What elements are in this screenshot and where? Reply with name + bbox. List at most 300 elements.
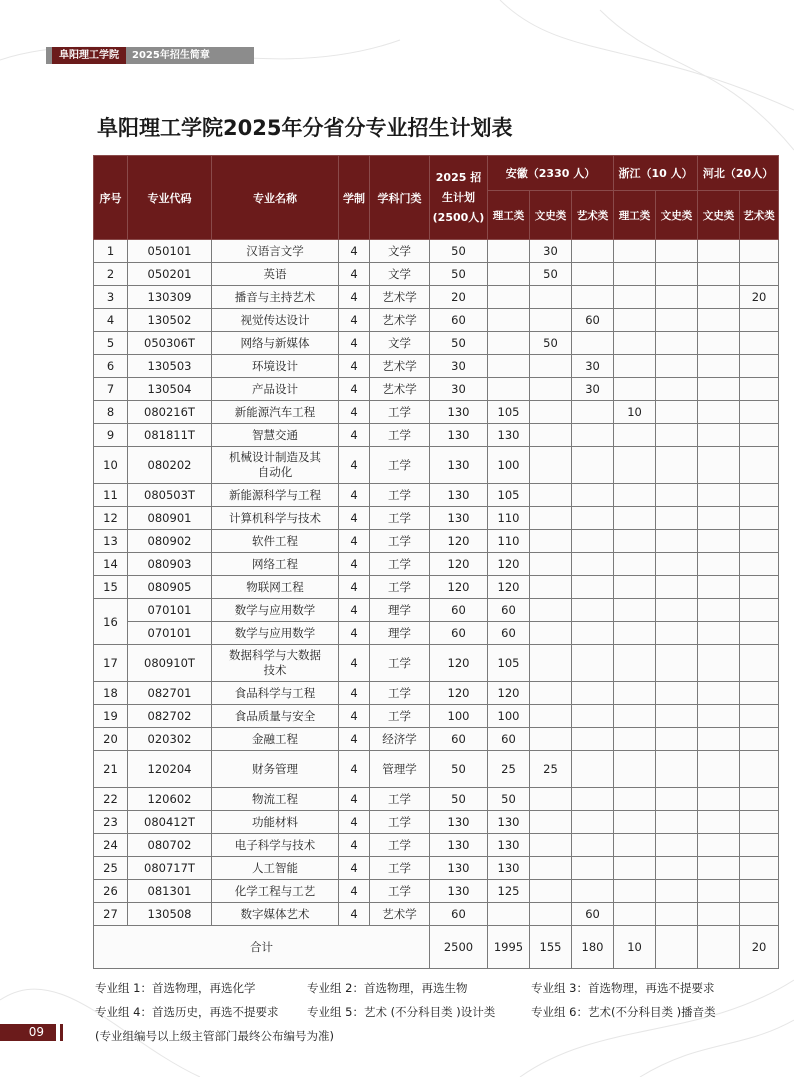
zhejiang-ws-cell [656, 857, 698, 880]
seq-cell: 4 [94, 309, 128, 332]
seq-cell: 14 [94, 553, 128, 576]
zhejiang-ws-cell [656, 682, 698, 705]
header-school-name: 阜阳理工学院 [52, 47, 126, 64]
anhui-ws-cell [530, 401, 572, 424]
anhui-lg-cell: 110 [488, 507, 530, 530]
header-sub-anhui-ws: 文史类 [530, 191, 572, 240]
hebei-ws-cell [698, 263, 740, 286]
major-name-line2: 技术 [263, 663, 287, 677]
years-cell: 4 [339, 857, 370, 880]
seq-cell: 3 [94, 286, 128, 309]
anhui-ys-cell [572, 622, 614, 645]
table-row [94, 645, 779, 682]
category-cell: 工学 [370, 857, 430, 880]
table-row [94, 378, 779, 401]
major-name-cell: 新能源科学与工程 [212, 484, 339, 507]
years-cell: 4 [339, 682, 370, 705]
category-cell: 艺术学 [370, 378, 430, 401]
years-cell: 4 [339, 728, 370, 751]
years-cell: 4 [339, 309, 370, 332]
zhejiang-lg-cell [614, 622, 656, 645]
anhui-ys-cell [572, 880, 614, 903]
major-code-cell: 080902 [128, 530, 212, 553]
zhejiang-lg-cell [614, 286, 656, 309]
anhui-ys-cell [572, 332, 614, 355]
major-code-cell: 082701 [128, 682, 212, 705]
hebei-ws-cell [698, 751, 740, 788]
category-cell: 工学 [370, 811, 430, 834]
anhui-lg-cell: 130 [488, 811, 530, 834]
category-cell: 管理学 [370, 751, 430, 788]
anhui-ws-cell [530, 645, 572, 682]
anhui-ys-cell [572, 645, 614, 682]
zhejiang-lg-cell [614, 903, 656, 926]
hebei-ys-cell [740, 355, 779, 378]
seq-cell: 10 [94, 447, 128, 484]
major-code-cell: 130502 [128, 309, 212, 332]
hebei-ws-cell [698, 401, 740, 424]
anhui-lg-cell: 130 [488, 857, 530, 880]
header-name: 专业名称 [212, 156, 339, 240]
major-name-cell: 数学与应用数学 [212, 622, 339, 645]
major-name-cell: 金融工程 [212, 728, 339, 751]
seq-cell: 15 [94, 576, 128, 599]
major-code-cell: 070101 [128, 622, 212, 645]
summary-ah-ws-cell: 155 [530, 926, 572, 969]
table-row [94, 599, 779, 622]
note-group-5: 专业组 5：艺术 (不分科目类 )设计类 [307, 1005, 496, 1019]
hebei-ws-cell [698, 788, 740, 811]
zhejiang-ws-cell [656, 378, 698, 401]
total-cell: 30 [430, 355, 488, 378]
zhejiang-lg-cell [614, 599, 656, 622]
anhui-ys-cell [572, 240, 614, 263]
anhui-lg-cell [488, 903, 530, 926]
major-code-cell: 080910T [128, 645, 212, 682]
seq-cell: 2 [94, 263, 128, 286]
zhejiang-ws-cell [656, 332, 698, 355]
total-cell: 50 [430, 751, 488, 788]
table-row [94, 240, 779, 263]
major-name-cell: 功能材料 [212, 811, 339, 834]
years-cell: 4 [339, 705, 370, 728]
hebei-ys-cell [740, 507, 779, 530]
total-cell: 60 [430, 728, 488, 751]
hebei-ws-cell [698, 599, 740, 622]
zhejiang-ws-cell [656, 751, 698, 788]
years-cell: 4 [339, 576, 370, 599]
category-cell: 工学 [370, 401, 430, 424]
category-cell: 工学 [370, 834, 430, 857]
anhui-ys-cell [572, 811, 614, 834]
header-sub-zhejiang-lg: 理工类 [614, 191, 656, 240]
major-code-cell: 130508 [128, 903, 212, 926]
seq-cell: 20 [94, 728, 128, 751]
table-row [94, 751, 779, 788]
hebei-ys-cell [740, 903, 779, 926]
header-sub-hebei-ys: 艺术类 [740, 191, 779, 240]
anhui-lg-cell: 100 [488, 705, 530, 728]
major-name-cell [212, 645, 339, 682]
zhejiang-lg-cell [614, 355, 656, 378]
header-total-line2: 生计划 [442, 190, 475, 204]
total-cell: 130 [430, 484, 488, 507]
anhui-ys-cell [572, 705, 614, 728]
major-code-cell: 080905 [128, 576, 212, 599]
zhejiang-lg-cell [614, 484, 656, 507]
hebei-ws-cell [698, 728, 740, 751]
anhui-ws-cell: 50 [530, 332, 572, 355]
zhejiang-ws-cell [656, 645, 698, 682]
category-cell: 工学 [370, 705, 430, 728]
zhejiang-ws-cell [656, 447, 698, 484]
note-group-3: 专业组 3：首选物理，再选不提要求 [531, 981, 715, 995]
years-cell: 4 [339, 622, 370, 645]
zhejiang-lg-cell [614, 880, 656, 903]
page-number: 09 [28, 1025, 44, 1039]
zhejiang-ws-cell [656, 811, 698, 834]
hebei-ys-cell [740, 834, 779, 857]
anhui-lg-cell: 120 [488, 576, 530, 599]
seq-cell: 17 [94, 645, 128, 682]
zhejiang-ws-cell [656, 880, 698, 903]
hebei-ws-cell [698, 705, 740, 728]
total-cell: 120 [430, 682, 488, 705]
zhejiang-ws-cell [656, 705, 698, 728]
category-cell: 工学 [370, 507, 430, 530]
major-name-cell: 网络工程 [212, 553, 339, 576]
zhejiang-lg-cell [614, 811, 656, 834]
seq-cell: 5 [94, 332, 128, 355]
major-name-cell: 食品科学与工程 [212, 682, 339, 705]
anhui-lg-cell [488, 309, 530, 332]
major-code-cell: 120602 [128, 788, 212, 811]
zhejiang-ws-cell [656, 728, 698, 751]
anhui-ws-cell [530, 286, 572, 309]
years-cell: 4 [339, 263, 370, 286]
anhui-lg-cell: 105 [488, 401, 530, 424]
major-name-cell: 电子科学与技术 [212, 834, 339, 857]
major-name-cell: 环境设计 [212, 355, 339, 378]
anhui-ys-cell [572, 751, 614, 788]
major-code-cell: 080903 [128, 553, 212, 576]
hebei-ws-cell [698, 880, 740, 903]
total-cell: 130 [430, 880, 488, 903]
table-row [94, 622, 779, 645]
summary-ah-ys-cell: 180 [572, 926, 614, 969]
header-brochure-title: 2025年招生简章 [132, 50, 210, 61]
anhui-ws-cell: 25 [530, 751, 572, 788]
table-row [94, 355, 779, 378]
hebei-ys-cell [740, 811, 779, 834]
table-row [94, 705, 779, 728]
note-group-2: 专业组 2：首选物理，再选生物 [307, 981, 468, 995]
zhejiang-ws-cell [656, 286, 698, 309]
anhui-lg-cell [488, 263, 530, 286]
hebei-ys-cell [740, 447, 779, 484]
hebei-ys-cell [740, 645, 779, 682]
total-cell: 50 [430, 240, 488, 263]
header-total-line3: (2500人) [432, 210, 485, 224]
major-code-cell: 080202 [128, 447, 212, 484]
major-name-cell: 软件工程 [212, 530, 339, 553]
hebei-ys-cell [740, 240, 779, 263]
note-footnote: (专业组编号以上级主管部门最终公布编号为准) [95, 1029, 334, 1043]
hebei-ws-cell [698, 834, 740, 857]
hebei-ys-cell [740, 599, 779, 622]
zhejiang-lg-cell [614, 378, 656, 401]
major-name-line1: 机械设计制造及其 [229, 450, 321, 464]
anhui-ys-cell [572, 834, 614, 857]
table-row [94, 263, 779, 286]
major-code-cell: 080717T [128, 857, 212, 880]
anhui-ws-cell [530, 553, 572, 576]
major-name-cell: 视觉传达设计 [212, 309, 339, 332]
years-cell: 4 [339, 880, 370, 903]
anhui-lg-cell [488, 355, 530, 378]
zhejiang-ws-cell [656, 401, 698, 424]
hebei-ws-cell [698, 484, 740, 507]
total-cell: 130 [430, 424, 488, 447]
total-cell: 120 [430, 645, 488, 682]
anhui-ws-cell [530, 309, 572, 332]
anhui-ws-cell [530, 447, 572, 484]
hebei-ys-cell [740, 751, 779, 788]
summary-zj-ws-cell [656, 926, 698, 969]
major-code-cell: 080216T [128, 401, 212, 424]
years-cell: 4 [339, 378, 370, 401]
anhui-ys-cell: 60 [572, 903, 614, 926]
total-cell: 50 [430, 788, 488, 811]
years-cell: 4 [339, 355, 370, 378]
table-row [94, 903, 779, 926]
total-cell: 20 [430, 286, 488, 309]
anhui-ws-cell [530, 728, 572, 751]
note-group-4: 专业组 4：首选历史，再选不提要求 [95, 1005, 279, 1019]
total-cell: 130 [430, 507, 488, 530]
major-code-cell: 081301 [128, 880, 212, 903]
hebei-ws-cell [698, 286, 740, 309]
major-code-cell: 080412T [128, 811, 212, 834]
category-cell: 经济学 [370, 728, 430, 751]
anhui-ws-cell: 30 [530, 240, 572, 263]
zhejiang-lg-cell [614, 507, 656, 530]
anhui-ys-cell [572, 424, 614, 447]
summary-row [94, 926, 779, 969]
zhejiang-ws-cell [656, 599, 698, 622]
table-row [94, 553, 779, 576]
seq-cell: 1 [94, 240, 128, 263]
anhui-lg-cell: 50 [488, 788, 530, 811]
anhui-ws-cell [530, 378, 572, 401]
table-row [94, 682, 779, 705]
zhejiang-lg-cell [614, 834, 656, 857]
hebei-ws-cell [698, 240, 740, 263]
header-seq: 序号 [94, 156, 128, 240]
category-cell: 艺术学 [370, 286, 430, 309]
table-row [94, 728, 779, 751]
zhejiang-lg-cell [614, 788, 656, 811]
anhui-lg-cell [488, 240, 530, 263]
anhui-lg-cell: 110 [488, 530, 530, 553]
zhejiang-ws-cell [656, 507, 698, 530]
total-cell: 50 [430, 332, 488, 355]
category-cell: 工学 [370, 424, 430, 447]
major-code-cell: 050306T [128, 332, 212, 355]
total-cell: 130 [430, 811, 488, 834]
anhui-lg-cell: 105 [488, 484, 530, 507]
anhui-ws-cell [530, 682, 572, 705]
seq-cell: 27 [94, 903, 128, 926]
anhui-ys-cell [572, 447, 614, 484]
anhui-ys-cell [572, 507, 614, 530]
anhui-ws-cell [530, 903, 572, 926]
summary-total-cell: 2500 [430, 926, 488, 969]
years-cell: 4 [339, 751, 370, 788]
page-number-bar [60, 1024, 63, 1041]
anhui-ws-cell [530, 705, 572, 728]
seq-cell: 11 [94, 484, 128, 507]
major-code-cell: 080901 [128, 507, 212, 530]
total-cell: 120 [430, 553, 488, 576]
anhui-ws-cell [530, 857, 572, 880]
anhui-ws-cell: 50 [530, 263, 572, 286]
seq-cell: 25 [94, 857, 128, 880]
total-cell: 60 [430, 903, 488, 926]
seq-cell: 19 [94, 705, 128, 728]
category-cell: 工学 [370, 682, 430, 705]
major-name-cell: 智慧交通 [212, 424, 339, 447]
anhui-ys-cell [572, 857, 614, 880]
anhui-ys-cell [572, 728, 614, 751]
hebei-ys-cell [740, 788, 779, 811]
anhui-lg-cell: 105 [488, 645, 530, 682]
anhui-ws-cell [530, 355, 572, 378]
zhejiang-lg-cell [614, 424, 656, 447]
anhui-ws-cell [530, 599, 572, 622]
category-cell: 文学 [370, 240, 430, 263]
major-code-cell: 130503 [128, 355, 212, 378]
zhejiang-lg-cell [614, 263, 656, 286]
major-name-cell: 人工智能 [212, 857, 339, 880]
major-name-cell: 新能源汽车工程 [212, 401, 339, 424]
total-cell: 130 [430, 834, 488, 857]
note-group-6: 专业组 6：艺术(不分科目类 )播音类 [531, 1005, 716, 1019]
zhejiang-ws-cell [656, 576, 698, 599]
hebei-ws-cell [698, 424, 740, 447]
header-hebei: 河北（20人） [698, 156, 779, 191]
table-row [94, 309, 779, 332]
hebei-ys-cell [740, 424, 779, 447]
table-row [94, 811, 779, 834]
table-row [94, 332, 779, 355]
category-cell: 文学 [370, 263, 430, 286]
anhui-ws-cell [530, 880, 572, 903]
anhui-lg-cell: 25 [488, 751, 530, 788]
table-row [94, 857, 779, 880]
hebei-ws-cell [698, 811, 740, 834]
zhejiang-lg-cell [614, 447, 656, 484]
seq-cell: 8 [94, 401, 128, 424]
anhui-ws-cell [530, 788, 572, 811]
table-row [94, 880, 779, 903]
category-cell: 工学 [370, 880, 430, 903]
seq-cell: 18 [94, 682, 128, 705]
major-name-cell: 计算机科学与技术 [212, 507, 339, 530]
anhui-ys-cell [572, 788, 614, 811]
seq-cell: 24 [94, 834, 128, 857]
header-sub-anhui-lg: 理工类 [488, 191, 530, 240]
total-cell: 60 [430, 599, 488, 622]
table-row [94, 834, 779, 857]
header-sub-anhui-ys: 艺术类 [572, 191, 614, 240]
major-code-cell: 120204 [128, 751, 212, 788]
total-cell: 130 [430, 447, 488, 484]
hebei-ws-cell [698, 355, 740, 378]
category-cell: 工学 [370, 788, 430, 811]
anhui-lg-cell [488, 378, 530, 401]
anhui-lg-cell: 120 [488, 682, 530, 705]
category-cell: 理学 [370, 622, 430, 645]
total-cell: 30 [430, 378, 488, 401]
major-name-cell: 食品质量与安全 [212, 705, 339, 728]
hebei-ws-cell [698, 576, 740, 599]
years-cell: 4 [339, 332, 370, 355]
summary-hb-ws-cell [698, 926, 740, 969]
years-cell: 4 [339, 507, 370, 530]
major-code-cell: 050101 [128, 240, 212, 263]
zhejiang-lg-cell [614, 553, 656, 576]
header-total [430, 156, 488, 240]
hebei-ws-cell [698, 332, 740, 355]
table-row [94, 788, 779, 811]
anhui-lg-cell: 125 [488, 880, 530, 903]
header-category: 学科门类 [370, 156, 430, 240]
table-row [94, 286, 779, 309]
hebei-ys-cell [740, 378, 779, 401]
seq-cell: 6 [94, 355, 128, 378]
hebei-ws-cell [698, 553, 740, 576]
anhui-ws-cell [530, 834, 572, 857]
table-row [94, 530, 779, 553]
zhejiang-ws-cell [656, 309, 698, 332]
hebei-ys-cell [740, 401, 779, 424]
hebei-ws-cell [698, 857, 740, 880]
anhui-ws-cell [530, 424, 572, 447]
hebei-ys-cell [740, 553, 779, 576]
hebei-ys-cell [740, 728, 779, 751]
zhejiang-ws-cell [656, 263, 698, 286]
years-cell: 4 [339, 599, 370, 622]
hebei-ws-cell [698, 622, 740, 645]
anhui-lg-cell: 120 [488, 553, 530, 576]
category-cell: 工学 [370, 576, 430, 599]
summary-zj-lg-cell: 10 [614, 926, 656, 969]
years-cell: 4 [339, 903, 370, 926]
zhejiang-ws-cell [656, 788, 698, 811]
table-row [94, 576, 779, 599]
hebei-ws-cell [698, 530, 740, 553]
category-cell: 文学 [370, 332, 430, 355]
anhui-ws-cell [530, 484, 572, 507]
anhui-ys-cell [572, 530, 614, 553]
anhui-ys-cell [572, 682, 614, 705]
zhejiang-lg-cell [614, 530, 656, 553]
years-cell: 4 [339, 484, 370, 507]
summary-label: 合计 [94, 926, 430, 969]
major-code-cell: 082702 [128, 705, 212, 728]
major-code-cell: 130504 [128, 378, 212, 401]
